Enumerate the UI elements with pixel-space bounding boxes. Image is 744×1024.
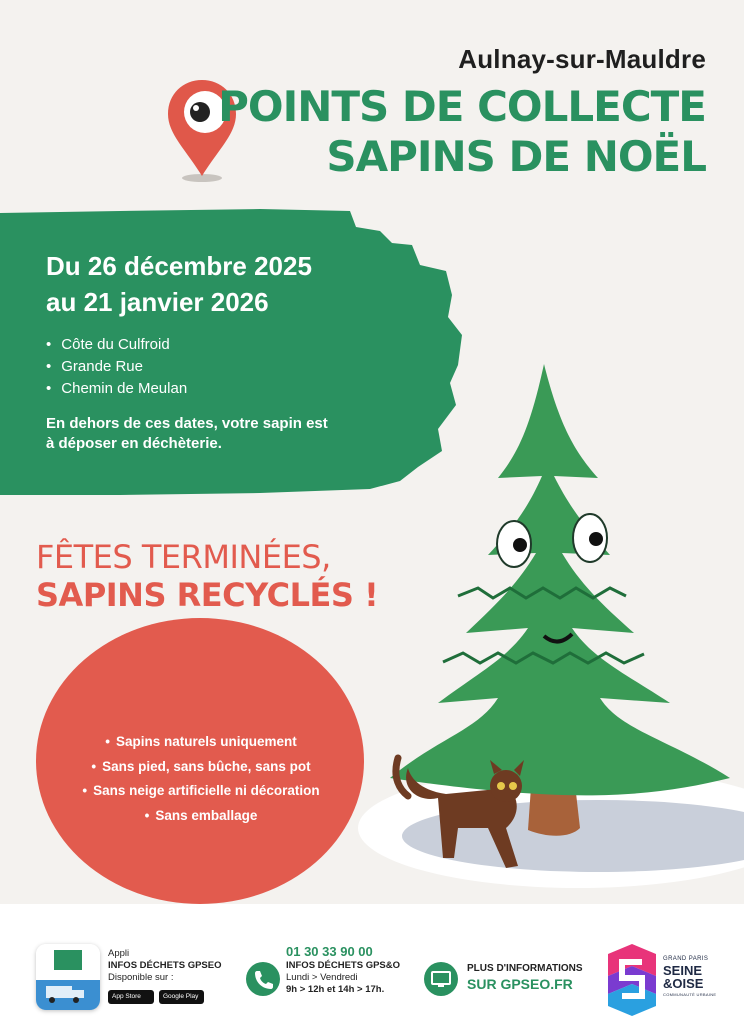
city-name: Aulnay-sur-Mauldre <box>458 44 706 74</box>
slogan <box>36 538 378 614</box>
collection-points-list <box>46 334 187 400</box>
app-info <box>108 948 222 984</box>
list-item: • Sapins naturels uniquement <box>44 730 358 755</box>
list-item: • Chemin de Meulan <box>46 378 187 400</box>
list-item: • Sans pied, sans bûche, sans pot <box>44 755 358 780</box>
rules-list <box>44 730 358 828</box>
date-line-2: au 21 janvier 2026 <box>46 287 269 317</box>
christmas-tree-illustration <box>348 358 744 898</box>
app-name: INFOS DÉCHETS GPSEO <box>108 960 222 971</box>
phone-icon <box>246 962 280 996</box>
title-line-1: POINTS DE COLLECTE <box>218 82 706 131</box>
date-line-1: Du 26 décembre 2025 <box>46 251 312 281</box>
phone-number[interactable]: 01 30 33 90 00 <box>286 944 373 959</box>
list-item: • Grande Rue <box>46 356 187 378</box>
slogan-line-1: FÊTES TERMINÉES, <box>36 538 331 576</box>
list-item: • Côte du Culfroid <box>46 334 187 356</box>
app-icon-tile[interactable] <box>36 944 100 1010</box>
gpseo-logo <box>604 944 660 1016</box>
title-line-2: SAPINS DE NOËL <box>326 132 706 181</box>
app-store-badge[interactable]: App Store <box>108 990 154 1004</box>
recycle-truck-icon <box>36 944 100 1010</box>
outside-dates-note: En dehors de ces dates, votre sapin est à déposer en déchèterie. <box>46 415 328 452</box>
collection-dates <box>46 248 312 320</box>
contact-days: Lundi > Vendredi <box>286 972 358 983</box>
gpseo-logo-text: GRAND PARIS SEINE &OISE COMMUNAUTÉ URBAINE <box>663 956 717 997</box>
list-item: • Sans emballage <box>44 804 358 829</box>
app-label: Appli <box>108 948 130 959</box>
more-info-label: PLUS D'INFORMATIONS <box>467 963 583 974</box>
app-availability: Disponible sur : <box>108 972 174 983</box>
list-item: • Sans neige artificielle ni décoration <box>44 779 358 804</box>
contact-service: INFOS DÉCHETS GPS&O <box>286 960 401 971</box>
google-play-badge[interactable]: Google Play <box>159 990 204 1004</box>
more-info <box>467 962 583 993</box>
page-title <box>218 82 706 182</box>
website-link[interactable]: SUR GPSEO.FR <box>467 976 573 992</box>
contact-info <box>286 944 400 996</box>
contact-hours: 9h > 12h et 14h > 17h. <box>286 984 385 995</box>
slogan-line-2: SAPINS RECYCLÉS ! <box>36 576 379 614</box>
computer-screen-icon <box>424 962 458 996</box>
